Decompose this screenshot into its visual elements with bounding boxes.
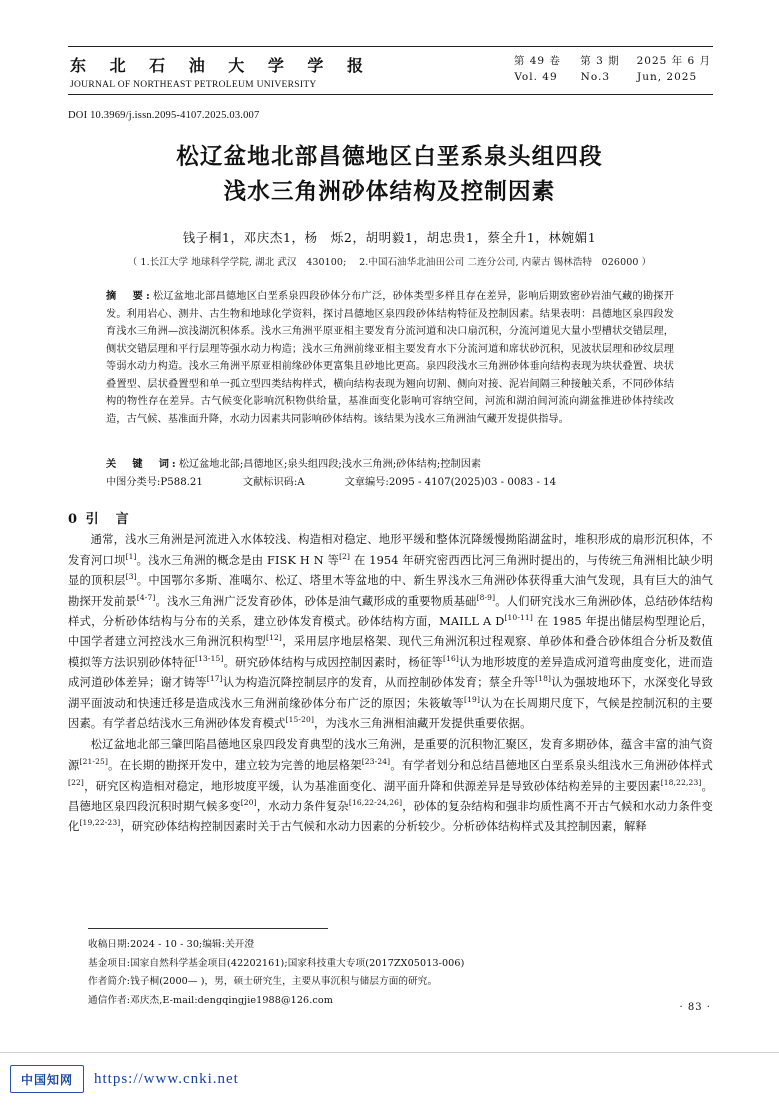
paragraph-1: 通常，浅水三角洲是河流进入水体较浅、构造相对稳定、地形平缓和整体沉降缓慢拗陷湖盆时，堆积形成的扇形沉积体，不发育河口坝[1]。浅水三角洲的概念是由 FISK H N 等[2] 在 1954 年研究密西西比河三角洲时提出的，与传统三角洲相比缺少明显的顶积层[3]。中国鄂尔多斯、准噶尔、松辽、塔里木等盆地的中、新生界浅水三角洲砂体获得重大油气发现，具有巨大的油气勘探开发前景[4-7]。浅水三角洲广泛发育砂体，砂体是油气藏形成的重要物质基础[8-9]。人们研究浅水三角洲砂体，总结砂体结构样式，分析砂体结构与分布的关系，建立砂体发育模式。砂体结构方面，MAILL A D[10-11] 在 1985 年提出储层构型理论后，中国学者建立河控浅水三角洲沉积构型[12]，采用层序地层格架、现代三角洲沉积过程观察、单砂体和叠合砂体组合分析及数值模拟等方法识别砂体特征[13-15]。研究砂体结构与成因控制因素时，杨征等[16]认为地形坡度的差异造成河道弯曲度变化，进而造成河道砂体差异；谢才铸等[17]认为构造沉降控制层序的发育，从而控制砂体发育；蔡全升等[18]认为强坡地环下，水深变化导致湖平面波动和快速迁移是造成浅水三角洲前缘砂体分布广泛的原因；朱筱敏等[19]认为在长周期尺度下，气候是控制沉积的主要因素。有学者总结浅水三角洲砂体发育模式[15-20]，为浅水三角洲相油藏开发提供重要依据。: [68, 533, 714, 730]
title-line-2: 浅水三角洲砂体结构及控制因素: [223, 178, 556, 205]
body-text: [68, 530, 713, 837]
section-title: 引 言: [85, 512, 131, 527]
footnote-received: 收稿日期:2024 - 10 - 30;编辑:关开澄: [88, 939, 255, 950]
cnki-logo: 中国知网: [10, 1065, 84, 1093]
abstract-block: [106, 288, 674, 428]
page-number: · 83 ·: [679, 1002, 711, 1013]
keywords-block: [106, 455, 674, 474]
affiliation: （ 1.长江大学 地球科学学院, 湖北 武汉 430100; 2.中国石油华北油田公司 二连分公司, 内蒙古 锡林浩特 026000 ）: [127, 257, 652, 268]
journal-title-cn: 东 北 石 油 大 学 学 报: [70, 56, 372, 75]
page-title: [0, 140, 779, 210]
artid-group: [345, 473, 557, 488]
issue-cn: 第 3 期: [580, 55, 620, 67]
paragraph-2: 松辽盆地北部三肇凹陷昌德地区泉四段发育典型的浅水三角洲，是重要的沉积物汇聚区，发育多期砂体，蕴含丰富的油气资源[21-25]。在长期的勘探开发中，建立较为完善的地层格架[23-24]。有学者划分和总结昌德地区白垩系泉头组浅水三角洲砂体样式[22]，研究区构造相对稳定，地形坡度平缓，认为基准面变化、湖平面升降和供源差异是导致砂体结构差异的主要因素[18,22,23]。昌德地区泉四段沉积时期气候多变[20]，水动力条件复杂[16,22-24,26]，砂体的复杂结构和强非均质性离不开古气候和水动力条件变化[19,22-23]，研究砂体结构控制因素时关于古气候和水动力因素的分析较少。分析砂体结构样式及其控制因素，解释: [68, 738, 714, 834]
cnki-url[interactable]: https://www.cnki.net: [94, 1070, 239, 1087]
issue-en: No.3: [580, 71, 610, 84]
doc-group: [243, 473, 305, 488]
footnote-funding: 基金项目:国家自然科学基金项目(42202161);国家科技重大专项(2017ZX05013-006): [88, 957, 465, 969]
section-heading: [68, 508, 131, 527]
date-cn: 2025 年 6 月: [636, 55, 711, 67]
footnote-corresponding: 通信作者:邓庆杰,E-mail:dengqingjie1988@126.com: [88, 995, 333, 1007]
masthead-bottom-rule: [68, 94, 713, 95]
footnote-author-bio: 作者简介:钱子桐(2000— )，男，硕士研究生，主要从事沉积与储层方面的研究。: [88, 976, 438, 988]
clc-value: P588.21: [160, 477, 203, 488]
volume-en: Vol. 49: [514, 71, 558, 84]
keywords-text: 松辽盆地北部;昌德地区;泉头组四段;浅水三角洲;砂体结构;控制因素: [178, 459, 482, 470]
keywords-label: 关 键 词:: [106, 458, 179, 470]
clc-label: 中图分类号:: [106, 477, 161, 488]
volume-cn: 第 49 卷: [513, 55, 561, 67]
footnote-rule: [88, 928, 328, 929]
doc-value: A: [297, 477, 305, 488]
artid-value: 2095 - 4107(2025)03 - 0083 - 14: [388, 477, 557, 488]
abstract-text: 松辽盆地北部昌德地区白垩系泉四段砂体分布广泛，砂体类型多样且存在差异，影响后期致密砂岩油气藏的勘探开发。利用岩心、测井、古生物和地球化学资料，探讨昌德地区泉四段砂体结构特征及控制因素。结果表明：昌德地区泉四段发育浅水三角洲—滨浅湖沉积体系。浅水三角洲平原亚相主要发育分流河道和决口扇沉积，分流河道见大量小型槽状交错层理，侧状交错层理和平行层理等强水动力构造；浅水三角洲前缘亚相主要发育水下分流河道和席状砂沉积，见波状层理和砂纹层理等弱水动力构造。浅水三角洲平原亚相前缘砂体更富集且砂地比更高。泉四段浅水三角洲砂体垂向结构表现为块状叠置、块状叠置型、层状叠置型和单一孤立型四类结构样式，横向结构表现为翘向切割、侧向对接、泥岩间隔三种接触关系，不同砂体结构的物性存在差异。古气候变化影响沉积物供给量，基准面变化影响可容纳空间，河流和湖泊间河流向湖盆推进砂体持续改造，古气候、基准面升降，水动力因素共同影响砂体结构。该结果为浅水三角洲油气藏开发提供指导。: [106, 291, 675, 425]
author-list: [0, 228, 779, 246]
date-en: Jun, 2025: [637, 71, 698, 84]
doi-line: DOI 10.3969/j.issn.2095-4107.2025.03.007: [68, 110, 260, 121]
doc-label: 文献标识码:: [242, 477, 298, 488]
journal-masthead: [68, 46, 713, 95]
title-line-1: 松辽盆地北部昌德地区白垩系泉头组四段: [176, 144, 603, 170]
footer-rule: [0, 1052, 779, 1053]
clc-group: [106, 473, 203, 488]
journal-title-en: JOURNAL OF NORTHEAST PETROLEUM UNIVERSITY: [70, 80, 317, 90]
issue-info: [514, 53, 711, 86]
abstract-label: 摘 要:: [106, 290, 153, 302]
authors-text: 钱子桐1，邓庆杰1，杨 烁2，胡明毅1，胡忠贵1，蔡全升1，林婉媚1: [182, 230, 597, 245]
journal-titles: [70, 53, 372, 90]
artid-label: 文章编号:: [344, 477, 389, 488]
classification-row: [106, 473, 674, 488]
section-number: 0: [68, 512, 80, 527]
cnki-watermark: [10, 1065, 239, 1093]
footnote-block: [88, 936, 688, 1011]
